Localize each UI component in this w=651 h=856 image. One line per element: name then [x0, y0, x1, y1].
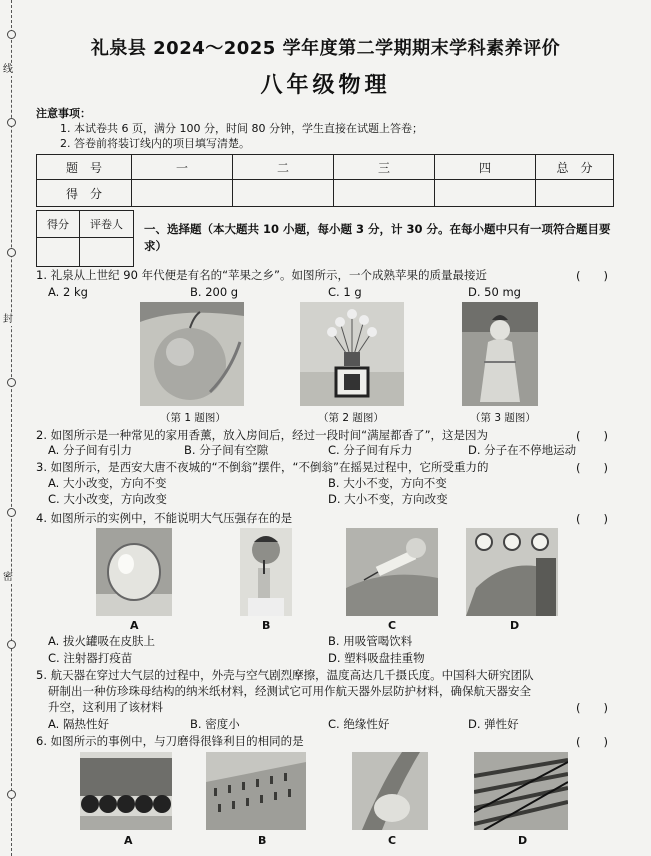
binding-char-feng: 封: [3, 314, 13, 325]
binding-margin: [0, 0, 28, 856]
answer-paren[interactable]: ( ): [576, 461, 608, 475]
option: B. 密度小: [190, 717, 240, 731]
option: A. 隔热性好: [48, 717, 109, 731]
answer-paren[interactable]: ( ): [576, 512, 608, 526]
score-cell[interactable]: [233, 180, 334, 207]
figure-caption: （第 3 题图）: [470, 412, 536, 424]
option: D. 弹性好: [468, 717, 519, 731]
question-3-stem: 3. 如图所示，是西安大唐不夜城的“不倒翁”摆件，“不倒翁”在摇晃过程中，它所受重力的: [36, 460, 489, 474]
figure-label: B: [258, 834, 267, 847]
figure-label: C: [388, 834, 397, 847]
option: C. 注射器打疫苗: [48, 651, 133, 665]
score-header: 一: [132, 155, 233, 180]
figure-label: A: [130, 619, 139, 632]
score-header: 四: [435, 155, 536, 180]
score-table: [36, 154, 614, 207]
figure-tumbler-doll-image: [462, 302, 538, 406]
binding-line: [11, 0, 12, 856]
option: B. 用吸管喝饮料: [328, 634, 413, 648]
answer-paren[interactable]: ( ): [576, 269, 608, 283]
option: A. 2 kg: [48, 285, 88, 299]
answer-paren[interactable]: ( ): [576, 735, 608, 749]
notes: [36, 106, 423, 151]
score-cell[interactable]: [132, 180, 233, 207]
grader-table: [36, 210, 134, 267]
option: D. 50 mg: [468, 285, 521, 299]
notes-item: 2. 答卷前将装订线内的项目填写清楚。: [60, 137, 250, 150]
figure-label: C: [388, 619, 397, 632]
question-5-stem: 5. 航天器在穿过大气层的过程中，外壳与空气剧烈摩擦，温度高达几千摄氏度。中国科大研究团队: [36, 668, 534, 682]
notes-item: 1. 本试卷共 6 页，满分 100 分，时间 80 分钟，学生直接在试题上答卷；: [60, 122, 423, 135]
option: A. 拔火罐吸在皮肤上: [48, 634, 155, 648]
binding-hole: [7, 508, 16, 517]
figure-label: A: [124, 834, 133, 847]
grader-header-score: 得分: [37, 211, 80, 238]
figure-apple-image: [140, 302, 244, 406]
option: D. 分子在不停地运动: [468, 443, 577, 457]
section-heading: 一、选择题（本大题共 10 小题，每小题 3 分，计 30 分。在每小题中只有一项符合题目要求）: [144, 222, 611, 253]
figure-spike-board-image: [206, 752, 306, 830]
option: C. 1 g: [328, 285, 362, 299]
binding-hole: [7, 640, 16, 649]
score-header: 三: [334, 155, 435, 180]
binding-char-xian: 线: [3, 64, 13, 75]
question-5-stem: 研制出一种仿珍珠母结构的纳米纸材料，经测试它可用作航天器外层防护材料，确保航天器安全: [48, 684, 531, 698]
figure-syringe-vaccine-image: [346, 528, 438, 616]
figure-cupping-image: [96, 528, 172, 616]
figure-label: D: [510, 619, 520, 632]
grader-header-grader: 评卷人: [80, 211, 134, 238]
figure-backpack-strap-image: [352, 752, 428, 830]
figure-suction-cup-image: [466, 528, 558, 616]
question-6-stem: 6. 如图所示的事例中，与刀磨得很锋利目的相同的是: [36, 734, 304, 748]
option: C. 分子间有斥力: [328, 443, 413, 457]
question-2-stem: 2. 如图所示是一种常见的家用香薰，放入房间后，经过一段时间“满屋都香了”，这是因为: [36, 428, 489, 442]
binding-char-mi: 密: [3, 572, 13, 583]
figure-aroma-diffuser-image: [300, 302, 404, 406]
score-cell[interactable]: [435, 180, 536, 207]
figure-caption: （第 2 题图）: [318, 412, 384, 424]
score-cell[interactable]: [334, 180, 435, 207]
figure-heavy-truck-wheels-image: [80, 752, 172, 830]
figure-label: D: [518, 834, 528, 847]
option: B. 大小不变，方向不变: [328, 476, 447, 490]
binding-hole: [7, 118, 16, 127]
figure-caption: （第 1 题图）: [160, 412, 226, 424]
grader-cell[interactable]: [80, 238, 134, 267]
answer-paren[interactable]: ( ): [576, 701, 608, 715]
answer-paren[interactable]: ( ): [576, 429, 608, 443]
option: A. 分子间有引力: [48, 443, 132, 457]
figure-straw-drinking-image: [240, 528, 292, 616]
figure-label: B: [262, 619, 271, 632]
option: D. 大小不变，方向改变: [328, 492, 448, 506]
binding-hole: [7, 790, 16, 799]
question-4-stem: 4. 如图所示的实例中，不能说明大气压强存在的是: [36, 511, 293, 525]
option: B. 分子间有空隙: [184, 443, 269, 457]
score-cell[interactable]: [536, 180, 614, 207]
score-header: 题 号: [37, 155, 132, 180]
option: D. 塑料吸盘挂重物: [328, 651, 425, 665]
binding-hole: [7, 378, 16, 387]
question-1-stem: 1. 礼泉从上世纪 90 年代便是有名的“苹果之乡”。如图所示，一个成熟苹果的质量最接近: [36, 268, 487, 282]
option: C. 大小改变，方向改变: [48, 492, 167, 506]
option: B. 200 g: [190, 285, 239, 299]
score-header: 二: [233, 155, 334, 180]
grader-cell[interactable]: [37, 238, 80, 267]
score-header: 总 分: [536, 155, 614, 180]
question-5-stem: 升空，这利用了该材料: [48, 700, 163, 714]
notes-heading: 注意事项：: [36, 107, 91, 120]
score-row-label: 得 分: [37, 180, 132, 207]
exam-title: 礼泉县 2024～2025 学年度第二学期期末学科素养评价: [90, 38, 561, 59]
option: C. 绝缘性好: [328, 717, 390, 731]
exam-subtitle: 八年级物理: [260, 73, 391, 98]
figure-railway-sleepers-image: [474, 752, 568, 830]
binding-hole: [7, 248, 16, 257]
option: A. 大小改变，方向不变: [48, 476, 167, 490]
